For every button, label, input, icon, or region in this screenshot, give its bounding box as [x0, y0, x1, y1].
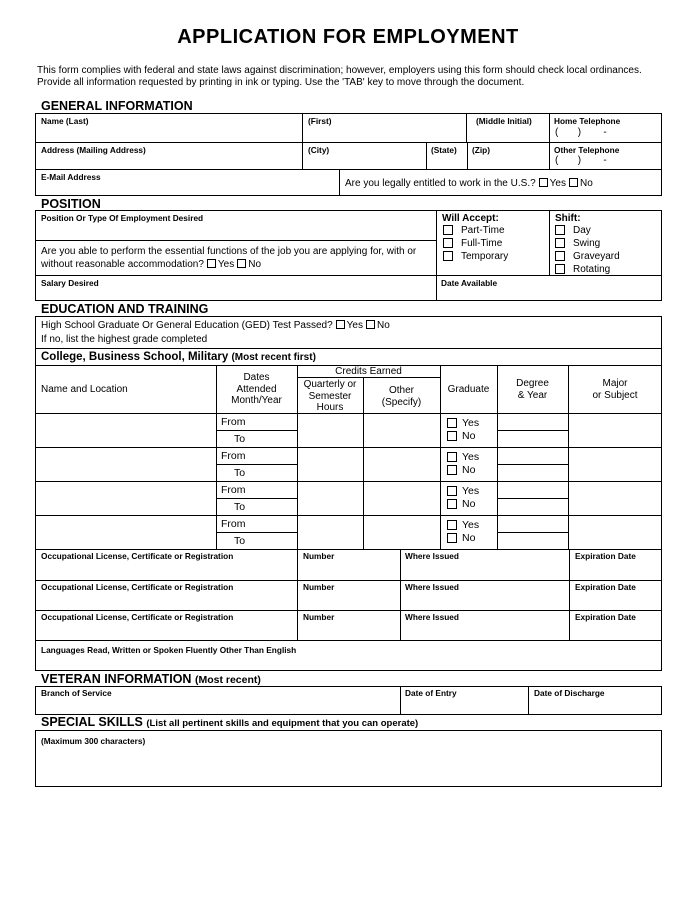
row2-grad-no-checkbox[interactable]	[447, 465, 457, 475]
day-shift-checkbox[interactable]	[555, 225, 565, 235]
graveyard-shift-checkbox[interactable]	[555, 251, 565, 261]
license-3-field[interactable]: Occupational License, Certificate or Registration	[41, 612, 234, 622]
hs-graduate-question: High School Graduate Or General Education (GED) Test Passed? Yes No	[41, 320, 390, 331]
branch-of-service-field[interactable]: Branch of Service	[41, 688, 112, 698]
shift-label: Shift:	[555, 213, 581, 224]
col-other-specify: Other (Specify)	[381, 385, 422, 408]
row1-grad-yes-label: Yes	[462, 417, 480, 429]
row1-from-field[interactable]: From	[221, 416, 246, 428]
row4-to-field[interactable]: To	[234, 535, 246, 547]
education-heading: EDUCATION AND TRAINING	[41, 302, 209, 316]
special-skills-heading: SPECIAL SKILLS (List all pertinent skills and equipment that you can operate)	[41, 715, 419, 729]
row2-grad-no-label: No	[462, 464, 476, 476]
col-credits-earned: Credits Earned	[335, 366, 402, 377]
row1-grad-yes-checkbox[interactable]	[447, 418, 457, 428]
essential-functions-question-line2: without reasonable accommodation? Yes No	[41, 259, 262, 270]
veteran-heading: VETERAN INFORMATION (Most recent)	[41, 672, 261, 686]
will-accept-label: Will Accept:	[442, 213, 499, 224]
temporary-checkbox[interactable]	[443, 251, 453, 261]
hs-no-checkbox[interactable]	[366, 320, 375, 329]
position-heading: POSITION	[41, 197, 101, 211]
row2-grad-yes-checkbox[interactable]	[447, 452, 457, 462]
license-2-where[interactable]: Where Issued	[405, 582, 459, 592]
part-time-label: Part-Time	[461, 225, 505, 236]
date-of-entry-field[interactable]: Date of Entry	[405, 688, 457, 698]
row4-grad-no-label: No	[462, 532, 476, 544]
row4-grad-yes-checkbox[interactable]	[447, 520, 457, 530]
intro-text	[37, 65, 677, 88]
temporary-label: Temporary	[461, 251, 509, 262]
row1-to-field[interactable]: To	[234, 433, 246, 445]
highest-grade-field[interactable]: If no, list the highest grade completed	[41, 334, 208, 345]
other-telephone-label: Other Telephone	[554, 145, 620, 155]
row3-grad-yes-checkbox[interactable]	[447, 486, 457, 496]
general-heading: GENERAL INFORMATION	[41, 99, 193, 113]
row4-grad-yes-label: Yes	[462, 519, 480, 531]
license-2-number[interactable]: Number	[303, 582, 335, 592]
col-major-subject: Major or Subject	[592, 378, 638, 401]
row2-to-field[interactable]: To	[234, 467, 246, 479]
row2-from-field[interactable]: From	[221, 450, 246, 462]
essential-functions-question-line1: Are you able to perform the essential functions of the job you are applying for, with or	[41, 246, 417, 257]
entitled-no-checkbox[interactable]	[569, 178, 578, 187]
hs-yes-checkbox[interactable]	[336, 320, 345, 329]
license-1-field[interactable]: Occupational License, Certificate or Registration	[41, 551, 234, 561]
functions-no-checkbox[interactable]	[237, 259, 246, 268]
license-3-where[interactable]: Where Issued	[405, 612, 459, 622]
full-time-checkbox[interactable]	[443, 238, 453, 248]
license-2-field[interactable]: Occupational License, Certificate or Registration	[41, 582, 234, 592]
salary-desired-field[interactable]: Salary Desired	[41, 278, 99, 288]
row3-to-field[interactable]: To	[234, 501, 246, 513]
part-time-checkbox[interactable]	[443, 225, 453, 235]
name-last-field[interactable]: Name (Last)	[41, 116, 89, 126]
city-field[interactable]: (City)	[308, 145, 330, 155]
graveyard-shift-label: Graveyard	[573, 251, 620, 262]
row4-grad-no-checkbox[interactable]	[447, 533, 457, 543]
col-quarterly-semester: Quarterly or Semester Hours	[303, 379, 357, 413]
row4-from-field[interactable]: From	[221, 518, 246, 530]
entitled-yes-checkbox[interactable]	[539, 178, 548, 187]
row2-grad-yes-label: Yes	[462, 451, 480, 463]
col-name-location: Name and Location	[41, 384, 128, 395]
date-of-discharge-field[interactable]: Date of Discharge	[534, 688, 605, 698]
row3-grad-yes-label: Yes	[462, 485, 480, 497]
home-telephone-field[interactable]: ( ) -	[555, 127, 607, 138]
row1-grad-no-label: No	[462, 430, 476, 442]
day-shift-label: Day	[573, 225, 591, 236]
rotating-shift-checkbox[interactable]	[555, 264, 565, 274]
zip-field[interactable]: (Zip)	[472, 145, 490, 155]
license-1-expiration[interactable]: Expiration Date	[575, 551, 636, 561]
license-2-expiration[interactable]: Expiration Date	[575, 582, 636, 592]
row3-grad-no-label: No	[462, 498, 476, 510]
address-field[interactable]: Address (Mailing Address)	[41, 145, 146, 155]
intro-line-2: Provide all information requested by printing in ink or typing. Use the 'TAB' key to move through the document.	[37, 76, 525, 88]
date-available-field[interactable]: Date Available	[441, 278, 498, 288]
home-telephone-label: Home Telephone	[554, 116, 621, 126]
swing-shift-checkbox[interactable]	[555, 238, 565, 248]
other-telephone-field[interactable]: ( ) -	[555, 155, 607, 166]
col-dates-attended: Dates Attended Month/Year	[231, 372, 282, 406]
row3-from-field[interactable]: From	[221, 484, 246, 496]
middle-initial-field[interactable]: (Middle Initial)	[476, 116, 532, 126]
position-desired-field[interactable]: Position Or Type Of Employment Desired	[41, 213, 204, 223]
swing-shift-label: Swing	[573, 238, 601, 249]
col-degree-year: Degree & Year	[516, 378, 549, 401]
state-field[interactable]: (State)	[431, 145, 457, 155]
email-field[interactable]: E-Mail Address	[41, 172, 101, 182]
special-skills-max-note: (Maximum 300 characters)	[41, 736, 146, 746]
license-3-expiration[interactable]: Expiration Date	[575, 612, 636, 622]
row1-grad-no-checkbox[interactable]	[447, 431, 457, 441]
col-graduate: Graduate	[447, 384, 490, 395]
languages-field[interactable]: Languages Read, Written or Spoken Fluently Other Than English	[41, 645, 297, 655]
intro-line-1: This form complies with federal and state laws against discrimination; however, employers using this form should check local ordinances.	[37, 65, 642, 76]
college-heading: College, Business School, Military (Most recent first)	[41, 351, 316, 363]
full-time-label: Full-Time	[461, 238, 503, 249]
row3-grad-no-checkbox[interactable]	[447, 499, 457, 509]
functions-yes-checkbox[interactable]	[207, 259, 216, 268]
rotating-shift-label: Rotating	[573, 264, 611, 275]
first-name-field[interactable]: (First)	[308, 116, 332, 126]
license-1-where[interactable]: Where Issued	[405, 551, 459, 561]
page-title: APPLICATION FOR EMPLOYMENT	[177, 26, 519, 48]
legally-entitled-question: Are you legally entitled to work in the U.S.? Yes No	[345, 178, 593, 189]
license-3-number[interactable]: Number	[303, 612, 335, 622]
license-1-number[interactable]: Number	[303, 551, 335, 561]
